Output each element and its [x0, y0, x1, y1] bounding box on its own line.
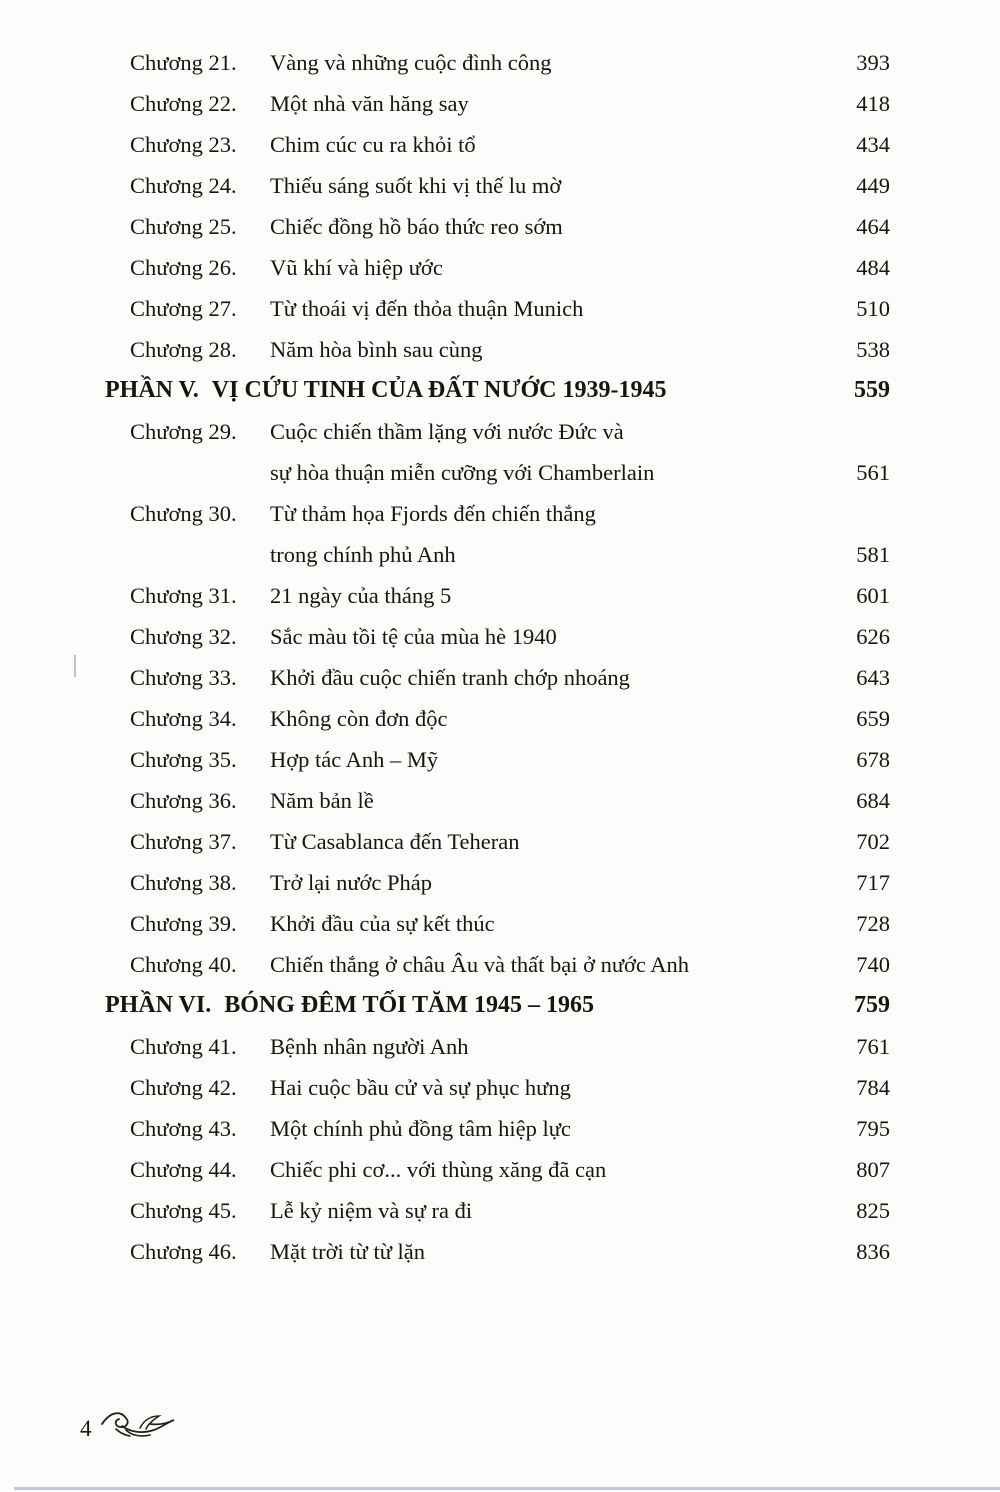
entry-page-number: 434 — [856, 132, 890, 157]
chapter-label: Chương 37. — [130, 829, 237, 854]
toc-chapter-row — [130, 165, 890, 206]
chapter-label: Chương 28. — [130, 337, 237, 362]
chapter-label: Chương 44. — [130, 1157, 237, 1182]
chapter-title: Năm hòa bình sau cùng — [270, 337, 483, 362]
entry-page-number: 759 — [854, 992, 890, 1018]
chapter-label: Chương 45. — [130, 1198, 237, 1223]
toc-chapter-row — [130, 944, 890, 985]
part-label: PHẦN V. — [105, 377, 199, 403]
entry-page-number: 784 — [856, 1075, 890, 1100]
toc-chapter-row — [130, 288, 890, 329]
toc-chapter-row — [130, 862, 890, 903]
chapter-title: Bệnh nhân người Anh — [270, 1034, 469, 1059]
toc-chapter-row — [130, 247, 890, 288]
toc-chapter-row — [130, 657, 890, 698]
chapter-title: Hai cuộc bầu cử và sự phục hưng — [270, 1075, 571, 1100]
entry-page-number: 561 — [856, 460, 890, 485]
part-title: BÓNG ĐÊM TỐI TĂM 1945 – 1965 — [224, 992, 595, 1018]
chapter-label: Chương 32. — [130, 624, 237, 649]
chapter-title: Chiếc phi cơ... với thùng xăng đã cạn — [270, 1157, 607, 1182]
chapter-title: Không còn đơn độc — [270, 706, 448, 731]
part-label: PHẦN VI. — [105, 992, 212, 1018]
toc-chapter-row — [130, 1231, 890, 1272]
entry-page-number: 807 — [856, 1157, 890, 1182]
chapter-title: Cuộc chiến thầm lặng với nước Đức và sự hòa thuận miễn cưỡng với Chamberlain — [270, 419, 655, 485]
chapter-title: Chiến thắng ở châu Âu và thất bại ở nước Anh — [270, 952, 690, 977]
toc-chapter-row — [130, 124, 890, 165]
chapter-label: Chương 43. — [130, 1116, 237, 1141]
chapter-title: Lễ kỷ niệm và sự ra đi — [270, 1198, 473, 1223]
entry-page-number: 728 — [856, 911, 890, 936]
chapter-title: Một nhà văn hăng say — [270, 91, 469, 116]
toc-chapter-row — [130, 739, 890, 780]
entry-page-number: 659 — [856, 706, 890, 731]
entry-page-number: 643 — [856, 665, 890, 690]
toc-chapter-row — [130, 1026, 890, 1067]
toc-chapter-row — [130, 821, 890, 862]
toc-chapter-row — [130, 698, 890, 739]
entry-page-number: 626 — [856, 624, 890, 649]
chapter-title: Chiếc đồng hồ báo thức reo sớm — [270, 214, 563, 239]
chapter-title: Vàng và những cuộc đình công — [270, 50, 552, 75]
entry-page-number: 464 — [856, 214, 890, 239]
entry-page-number: 601 — [856, 583, 890, 608]
entry-page-number: 836 — [856, 1239, 890, 1264]
scan-edge-artifact — [14, 1487, 1000, 1490]
chapter-label: Chương 34. — [130, 706, 237, 731]
entry-page-number: 740 — [856, 952, 890, 977]
chapter-title: Năm bản lề — [270, 788, 374, 813]
chapter-label: Chương 29. — [130, 419, 237, 444]
chapter-title: Từ thảm họa Fjords đến chiến thắng trong chính phủ Anh — [270, 501, 596, 567]
chapter-title: 21 ngày của tháng 5 — [270, 583, 452, 608]
bird-sketch-icon — [96, 1402, 178, 1440]
entry-page-number: 581 — [856, 542, 890, 567]
chapter-title: Khởi đầu của sự kết thúc — [270, 911, 495, 936]
scan-artifact — [74, 655, 76, 677]
chapter-title: Hợp tác Anh – Mỹ — [270, 747, 439, 772]
toc-part-row — [105, 370, 890, 411]
chapter-title: Khởi đầu cuộc chiến tranh chớp nhoáng — [270, 665, 630, 690]
entry-page-number: 678 — [856, 747, 890, 772]
chapter-label: Chương 24. — [130, 173, 237, 198]
toc-chapter-row — [130, 1149, 890, 1190]
chapter-label: Chương 36. — [130, 788, 237, 813]
toc-chapter-row — [130, 575, 890, 616]
entry-page-number: 795 — [856, 1116, 890, 1141]
chapter-title: Thiếu sáng suốt khi vị thế lu mờ — [270, 173, 562, 198]
entry-page-number: 717 — [856, 870, 890, 895]
entry-page-number: 393 — [856, 50, 890, 75]
toc-chapter-row — [130, 1190, 890, 1231]
entry-page-number: 559 — [854, 377, 890, 403]
entry-page-number: 449 — [856, 173, 890, 198]
chapter-label: Chương 40. — [130, 952, 237, 977]
chapter-label: Chương 26. — [130, 255, 237, 280]
chapter-title: Vũ khí và hiệp ước — [270, 255, 443, 280]
entry-page-number: 484 — [856, 255, 890, 280]
part-title: VỊ CỨU TINH CỦA ĐẤT NƯỚC 1939-1945 — [211, 377, 667, 403]
chapter-label: Chương 35. — [130, 747, 237, 772]
entry-page-number: 418 — [856, 91, 890, 116]
chapter-title: Từ Casablanca đến Teheran — [270, 829, 520, 854]
chapter-label: Chương 41. — [130, 1034, 237, 1059]
entry-page-number: 702 — [856, 829, 890, 854]
toc-chapter-row — [130, 411, 890, 493]
chapter-title: Trở lại nước Pháp — [270, 870, 433, 895]
chapter-label: Chương 46. — [130, 1239, 237, 1264]
chapter-title: Mặt trời từ từ lặn — [270, 1239, 426, 1264]
chapter-label: Chương 31. — [130, 583, 237, 608]
entry-page-number: 761 — [856, 1034, 890, 1059]
toc-chapter-row — [130, 42, 890, 83]
toc-chapter-row — [130, 616, 890, 657]
chapter-label: Chương 22. — [130, 91, 237, 116]
toc-chapter-row — [130, 493, 890, 575]
toc-chapter-row — [130, 329, 890, 370]
toc-part-row — [105, 985, 890, 1026]
page-number: 4 — [80, 1416, 92, 1441]
chapter-label: Chương 38. — [130, 870, 237, 895]
entry-page-number: 510 — [856, 296, 890, 321]
chapter-title: Từ thoái vị đến thỏa thuận Munich — [270, 296, 584, 321]
chapter-label: Chương 33. — [130, 665, 237, 690]
entry-page-number: 684 — [856, 788, 890, 813]
toc-chapter-row — [130, 780, 890, 821]
chapter-label: Chương 39. — [130, 911, 237, 936]
entry-page-number: 825 — [856, 1198, 890, 1223]
toc-chapter-row — [130, 83, 890, 124]
page-footer — [80, 1402, 178, 1440]
toc-chapter-row — [130, 1108, 890, 1149]
toc-chapter-row — [130, 903, 890, 944]
entry-page-number: 538 — [856, 337, 890, 362]
chapter-label: Chương 25. — [130, 214, 237, 239]
chapter-label: Chương 42. — [130, 1075, 237, 1100]
chapter-label: Chương 21. — [130, 50, 237, 75]
chapter-title: Sắc màu tồi tệ của mùa hè 1940 — [270, 624, 557, 649]
chapter-label: Chương 27. — [130, 296, 237, 321]
toc-chapter-row — [130, 1067, 890, 1108]
chapter-label: Chương 30. — [130, 501, 237, 526]
toc-chapter-row — [130, 206, 890, 247]
chapter-title: Một chính phủ đồng tâm hiệp lực — [270, 1116, 571, 1141]
chapter-label: Chương 23. — [130, 132, 237, 157]
chapter-title: Chim cúc cu ra khỏi tổ — [270, 132, 476, 157]
